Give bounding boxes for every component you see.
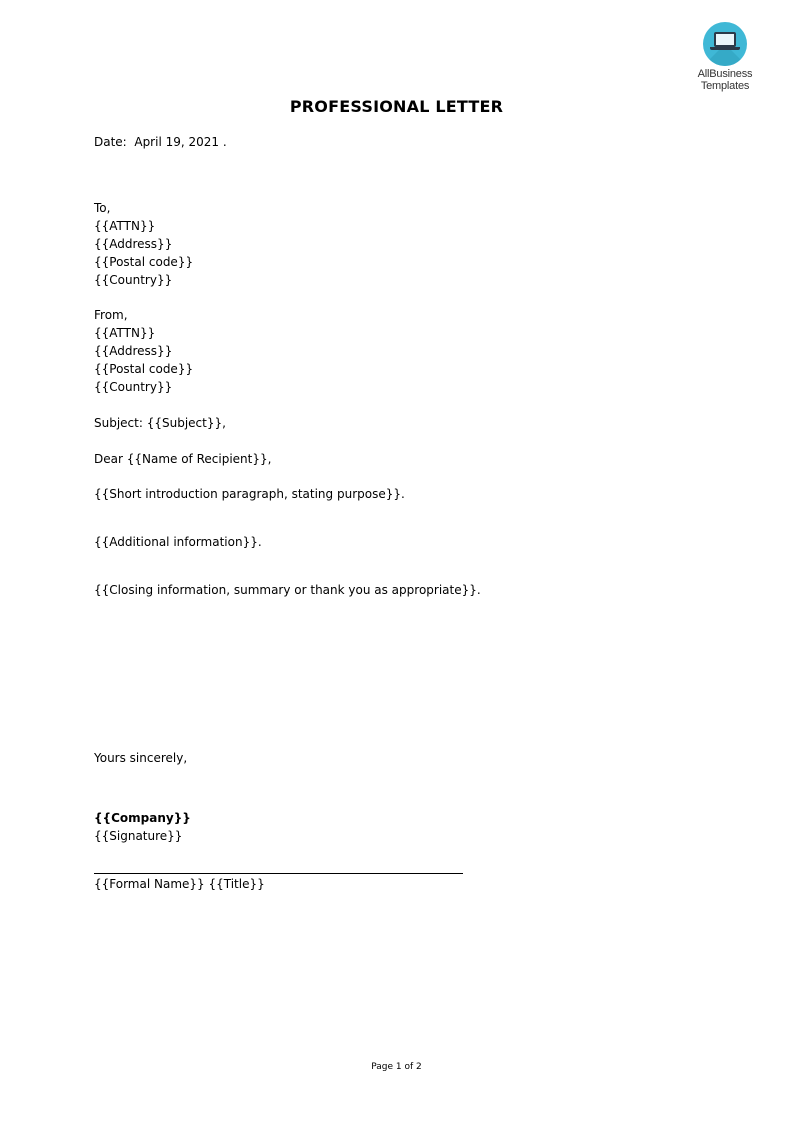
from-country: {{Country}} — [94, 380, 173, 394]
from-label: From, — [94, 308, 128, 322]
to-postal-code: {{Postal code}} — [94, 255, 194, 269]
date-line: Date: April 19, 2021 . — [94, 135, 227, 149]
signature-placeholder: {{Signature}} — [94, 829, 183, 843]
from-address: {{Address}} — [94, 344, 173, 358]
to-country: {{Country}} — [94, 273, 173, 287]
to-label: To, — [94, 201, 111, 215]
signature-line — [94, 873, 463, 874]
from-attn: {{ATTN}} — [94, 326, 156, 340]
closing-paragraph: {{Closing information, summary or thank you as appropriate}}. — [94, 583, 481, 597]
allbusiness-templates-logo — [690, 22, 760, 92]
subject-line: Subject: {{Subject}}, — [94, 416, 226, 430]
from-postal-code: {{Postal code}} — [94, 362, 194, 376]
page-title: PROFESSIONAL LETTER — [289, 97, 504, 116]
to-address: {{Address}} — [94, 237, 173, 251]
closing-phrase: Yours sincerely, — [94, 751, 188, 765]
logo-brand-line2: Templates — [700, 80, 750, 92]
additional-paragraph: {{Additional information}}. — [94, 535, 262, 549]
formal-name-title: {{Formal Name}} {{Title}} — [94, 877, 265, 891]
logo-brand-line1: AllBusiness — [697, 68, 753, 80]
laptop-icon — [703, 22, 747, 66]
company-name: {{Company}} — [94, 811, 191, 825]
salutation: Dear {{Name of Recipient}}, — [94, 452, 272, 466]
page-number: Page 1 of 2 — [371, 1062, 422, 1072]
intro-paragraph: {{Short introduction paragraph, stating purpose}}. — [94, 487, 405, 501]
to-attn: {{ATTN}} — [94, 219, 156, 233]
